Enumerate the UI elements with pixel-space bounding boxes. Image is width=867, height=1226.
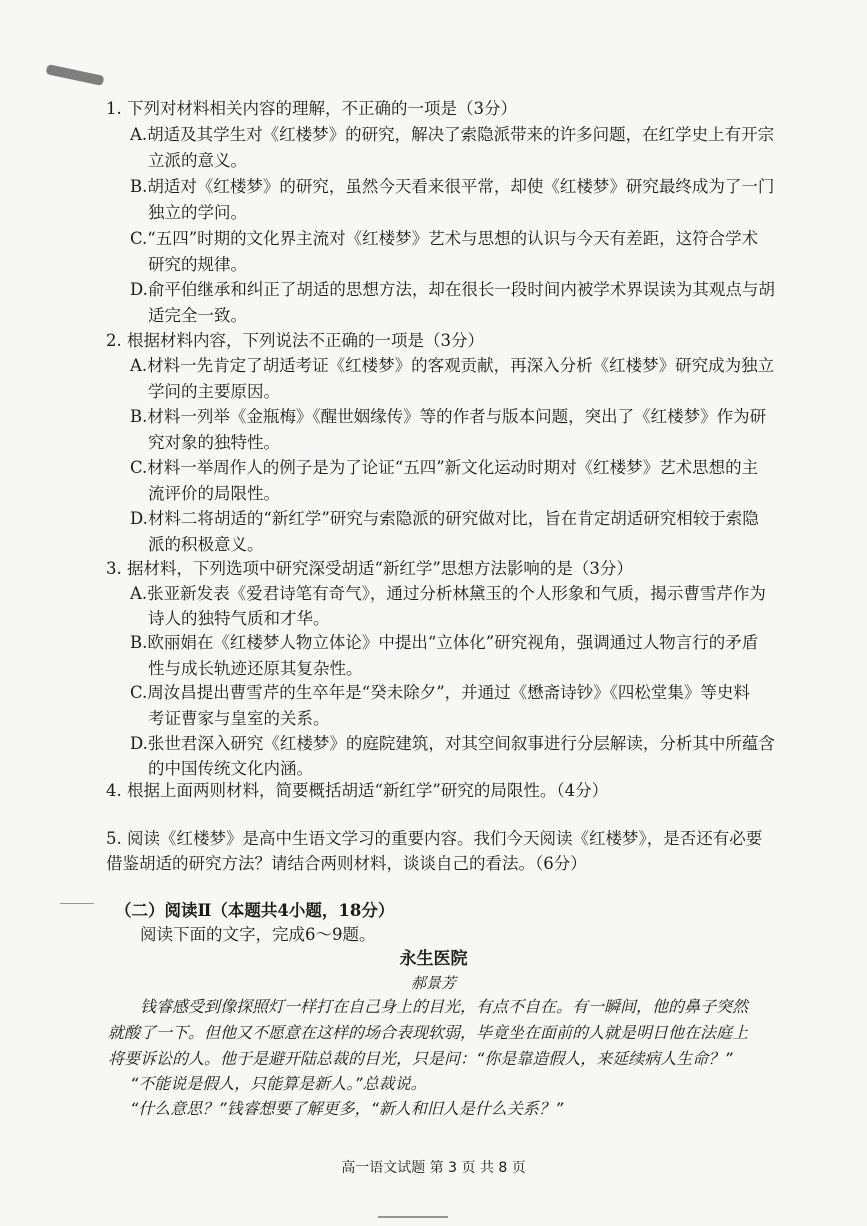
story-paragraph: 就酸了一下。但他又不愿意在这样的场合表现软弱，毕竟坐在面前的人就是明日他在法庭上 (108, 1023, 749, 1042)
question-2-option-b: B.材料一列举《金瓶梅》《醒世姻缘传》等的作者与版本问题，突出了《红楼梦》作为研 (130, 407, 767, 426)
question-3-option-d: D.张世君深入研究《红楼梦》的庭院建筑，对其空间叙事进行分层解读，分析其中所蕴含 (130, 734, 775, 753)
question-5-line-2: 借鉴胡适的研究方法？请结合两则材料，谈谈自己的看法。（6分） (106, 854, 587, 873)
story-paragraph: 钱睿感受到像探照灯一样打在自己身上的目光，有点不自在。有一瞬间，他的鼻子突然 (140, 997, 749, 1016)
question-1-stem: 1. 下列对材料相关内容的理解，不正确的一项是（3分） (106, 99, 517, 118)
page-footer: 高一语文试题 第 3 页 共 8 页 (341, 1160, 526, 1176)
question-1-option-c: C.“五四”时期的文化界主流对《红楼梦》艺术与思想的认识与今天有差距，这符合学术 (130, 229, 759, 248)
question-1-option-a: A.胡适及其学生对《红楼梦》的研究，解决了索隐派带来的许多问题，在红学史上有开宗 (130, 125, 775, 144)
story-author: 郝景芳 (410, 974, 456, 992)
question-4-stem: 4. 根据上面两则材料，简要概括胡适“新红学”研究的局限性。（4分） (106, 781, 609, 800)
question-3-option-c-cont: 考证曹家与皇室的关系。 (148, 709, 330, 728)
question-1-option-d: D.俞平伯继承和纠正了胡适的思想方法，却在很长一段时间内被学术界误读为其观点与胡 (130, 280, 775, 299)
question-3-option-c: C.周汝昌提出曹雪芹的生卒年是“癸未除夕”，并通过《懋斋诗钞》《四松堂集》等史料 (130, 683, 750, 702)
question-3-option-a: A.张亚新发表《爱君诗笔有奇气》，通过分析林黛玉的个人形象和气质，揭示曹雪芹作为 (130, 584, 766, 603)
section-instruction: 阅读下面的文字，完成6～9题。 (140, 925, 376, 944)
question-2-option-a: A.材料一先肯定了胡适考证《红楼梦》的客观贡献，再深入分析《红楼梦》研究成为独立 (130, 356, 775, 375)
story-paragraph: “不能说是假人，只能算是新人。”总裁说。 (130, 1074, 427, 1093)
story-title: 永生医院 (399, 949, 468, 969)
question-3-option-a-cont: 诗人的独特气质和才华。 (148, 609, 330, 628)
question-2-option-d-cont: 派的积极意义。 (148, 535, 264, 554)
section-heading: （二）阅读Ⅱ（本题共4小题，18分） (115, 901, 395, 920)
question-5-line-1: 5. 阅读《红楼梦》是高中生语文学习的重要内容。我们今天阅读《红楼梦》，是否还有必要 (106, 829, 763, 848)
story-paragraph: 将要诉讼的人。他于是避开陆总裁的目光，只是问：“你是靠造假人，来延续病人生命？” (108, 1049, 733, 1068)
question-1-option-a-cont: 立派的意义。 (148, 151, 247, 170)
question-2-option-a-cont: 学问的主要原因。 (148, 382, 280, 401)
question-2-option-d: D.材料二将胡适的“新红学”研究与索隐派的研究做对比，旨在肯定胡适研究相较于索隐 (130, 509, 759, 528)
question-2-option-b-cont: 究对象的独特性。 (148, 433, 280, 452)
question-3-stem: 3. 据材料，下列选项中研究深受胡适“新红学”思想方法影响的是（3分） (106, 559, 633, 578)
question-2-stem: 2. 根据材料内容，下列说法不正确的一项是（3分） (106, 331, 484, 350)
question-1-option-c-cont: 研究的规律。 (148, 255, 247, 274)
question-1-option-d-cont: 适完全一致。 (148, 306, 247, 325)
scan-smudge (46, 64, 105, 86)
question-3-option-b: B.欧丽娟在《红楼梦人物立体论》中提出“立体化”研究视角，强调通过人物言行的矛盾 (130, 633, 759, 652)
question-1-option-b-cont: 独立的学问。 (148, 203, 247, 222)
question-1-option-b: B.胡适对《红楼梦》的研究，虽然今天看来很平常，却使《红楼梦》研究最终成为了一门 (130, 177, 775, 196)
question-2-option-c-cont: 流评价的局限性。 (148, 484, 280, 503)
question-2-option-c: C.材料一举周作人的例子是为了论证“五四”新文化运动时期对《红楼梦》艺术思想的主 (130, 458, 759, 477)
story-paragraph: “什么意思？”钱睿想要了解更多，“新人和旧人是什么关系？” (130, 1099, 564, 1118)
scan-smudge (60, 903, 94, 904)
question-3-option-b-cont: 性与成长轨迹还原其复杂性。 (148, 659, 363, 678)
question-3-option-d-cont: 的中国传统文化内涵。 (148, 759, 313, 778)
scan-smudge (378, 1216, 448, 1218)
